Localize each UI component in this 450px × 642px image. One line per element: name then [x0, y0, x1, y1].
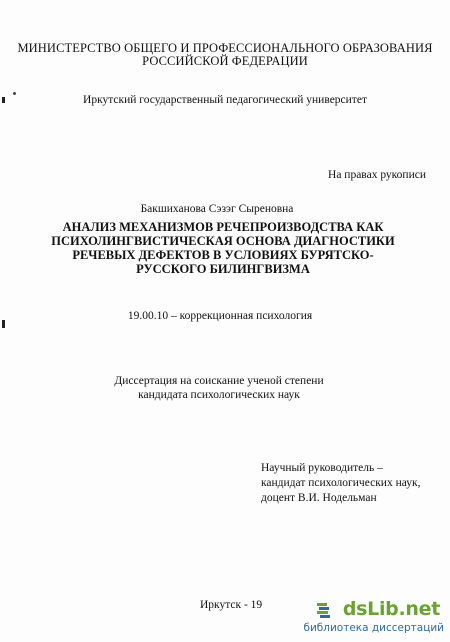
ministry-heading: [0, 42, 450, 68]
author-name: Бакшиханова Сэзэг Сыреновна: [140, 203, 294, 215]
supervisor-line: Научный руководитель –: [261, 462, 383, 474]
city-year: Иркутск - 19: [200, 599, 263, 611]
ministry-line-2: РОССИЙСКОЙ ФЕДЕРАЦИИ: [142, 54, 308, 68]
supervisor-block: [261, 461, 420, 506]
university-name: Иркутский государственный педагогический университет: [83, 94, 367, 106]
book-stack-icon: [316, 601, 332, 619]
title-line: ПСИХОЛИНГВИСТИЧЕСКАЯ ОСНОВА ДИАГНОСТИКИ: [51, 234, 395, 248]
manuscript-rights-note: На правах рукописи: [328, 169, 426, 181]
supervisor-line: доцент В.И. Нодельман: [261, 492, 377, 504]
degree-statement: [0, 374, 444, 402]
watermark-logo: dsLib.net: [342, 598, 440, 620]
degree-line: Диссертация на соискание ученой степени: [114, 375, 324, 387]
dslib-watermark: [303, 598, 444, 638]
supervisor-line: кандидат психологических наук,: [261, 477, 421, 489]
specialty-code: 19.00.10 – коррекционная психология: [127, 310, 313, 322]
ministry-line-1: МИНИСТЕРСТВО ОБЩЕГО И ПРОФЕССИОНАЛЬНОГО ОБРАЗОВАНИЯ: [17, 41, 433, 55]
dissertation-title: [0, 220, 448, 276]
title-line: РЕЧЕВЫХ ДЕФЕКТОВ В УСЛОВИЯХ БУРЯТСКО-: [72, 248, 374, 262]
title-line: РУССКОГО БИЛИНГВИЗМА: [136, 262, 310, 276]
title-line: АНАЛИЗ МЕХАНИЗМОВ РЕЧЕПРОИЗВОДСТВА КАК: [62, 220, 384, 234]
degree-line: кандидата психологических наук: [138, 389, 300, 401]
watermark-subtitle: библиотека диссертаций: [303, 622, 444, 634]
